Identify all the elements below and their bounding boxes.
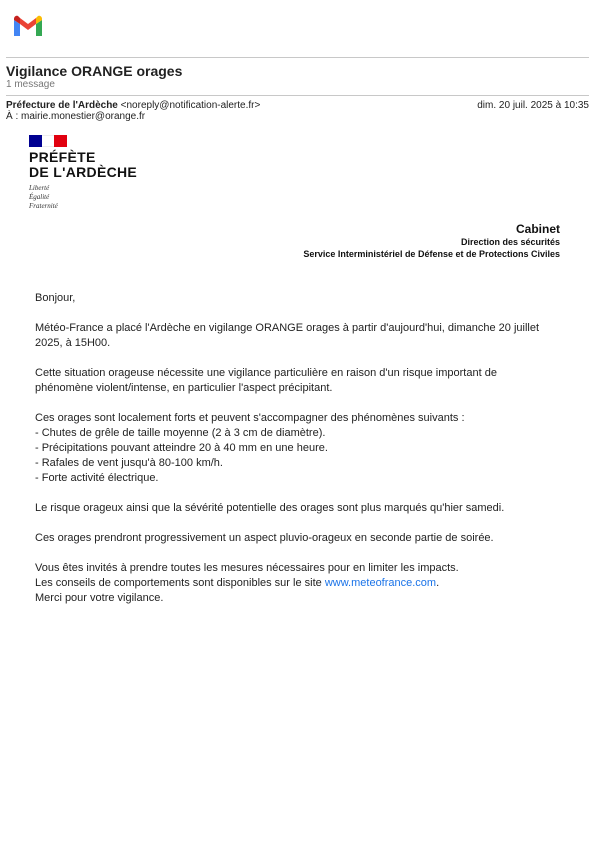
email-body [35,291,555,621]
french-flag-icon [29,135,67,147]
advice-end: . [436,577,440,589]
phenomena-intro: Ces orages sont localement forts et peuvent s'accompagner des phénomènes suivants : [35,412,465,424]
republic-motto [29,184,137,211]
sender-name: Préfecture de l'Ardèche [6,100,118,111]
greeting: Bonjour, [35,292,76,304]
paragraph-alert: Météo-France a placé l'Ardèche en vigilange ORANGE orages à partir d'aujourd'hui, dimanche 20 juillet 2025, à 15H00. [35,322,540,349]
direction-line: Direction des sécurités [460,237,560,247]
motto-liberte: Liberté [29,184,50,192]
divider [6,57,589,58]
paragraph-risk: Le risque orageux ainsi que la sévérité potentielle des orages sont plus marqués qu'hier samedi. [35,502,505,514]
recipient-email[interactable]: mairie.monestier@orange.fr [21,111,146,122]
prefecture-logo [29,135,137,211]
email-subject: Vigilance ORANGE orages [6,63,183,79]
meteofrance-link[interactable]: www.meteofrance.com [324,577,437,589]
recipient-line [6,111,145,122]
service-line: Service Interministériel de Défense et de Protections Civiles [303,249,560,259]
paragraph-phenomena [35,411,555,486]
sender-email[interactable]: <noreply@notification-alerte.fr> [120,100,261,111]
closing-advice [35,576,555,591]
advice-text: Les conseils de comportements sont disponibles sur le site [35,577,325,589]
paragraph-closing [35,561,555,606]
cabinet-title: Cabinet [515,222,560,236]
list-item: - Rafales de vent jusqu'à 80-100 km/h. [35,457,223,469]
gmail-logo-icon [12,14,44,38]
sender-line [6,100,260,111]
department-header [303,222,560,260]
list-item: - Chutes de grêle de taille moyenne (2 à 3 cm de diamètre). [35,427,326,439]
closing-thanks: Merci pour votre vigilance. [35,592,164,604]
paragraph-situation: Cette situation orageuse nécessite une vigilance particulière en raison d'un risque important de phénomène violent/intense, en particulier l'aspect précipitant. [35,367,497,394]
prefecture-line-2: DE L'ARDÈCHE [29,164,138,180]
prefecture-line-1: PRÉFÈTE [29,149,96,165]
message-count: 1 message [6,79,55,90]
email-date: dim. 20 juil. 2025 à 10:35 [477,100,589,111]
paragraph-evolution: Ces orages prendront progressivement un aspect pluvio-orageux en seconde partie de soirée. [35,532,494,544]
to-label: À : [6,111,19,122]
divider [6,95,589,96]
motto-egalite: Égalité [29,193,50,201]
list-item: - Forte activité électrique. [35,472,159,484]
closing-measures: Vous êtes invités à prendre toutes les mesures nécessaires pour en limiter les impacts. [35,562,459,574]
motto-fraternite: Fraternité [29,202,58,210]
list-item: - Précipitations pouvant atteindre 20 à 40 mm en une heure. [35,442,328,454]
